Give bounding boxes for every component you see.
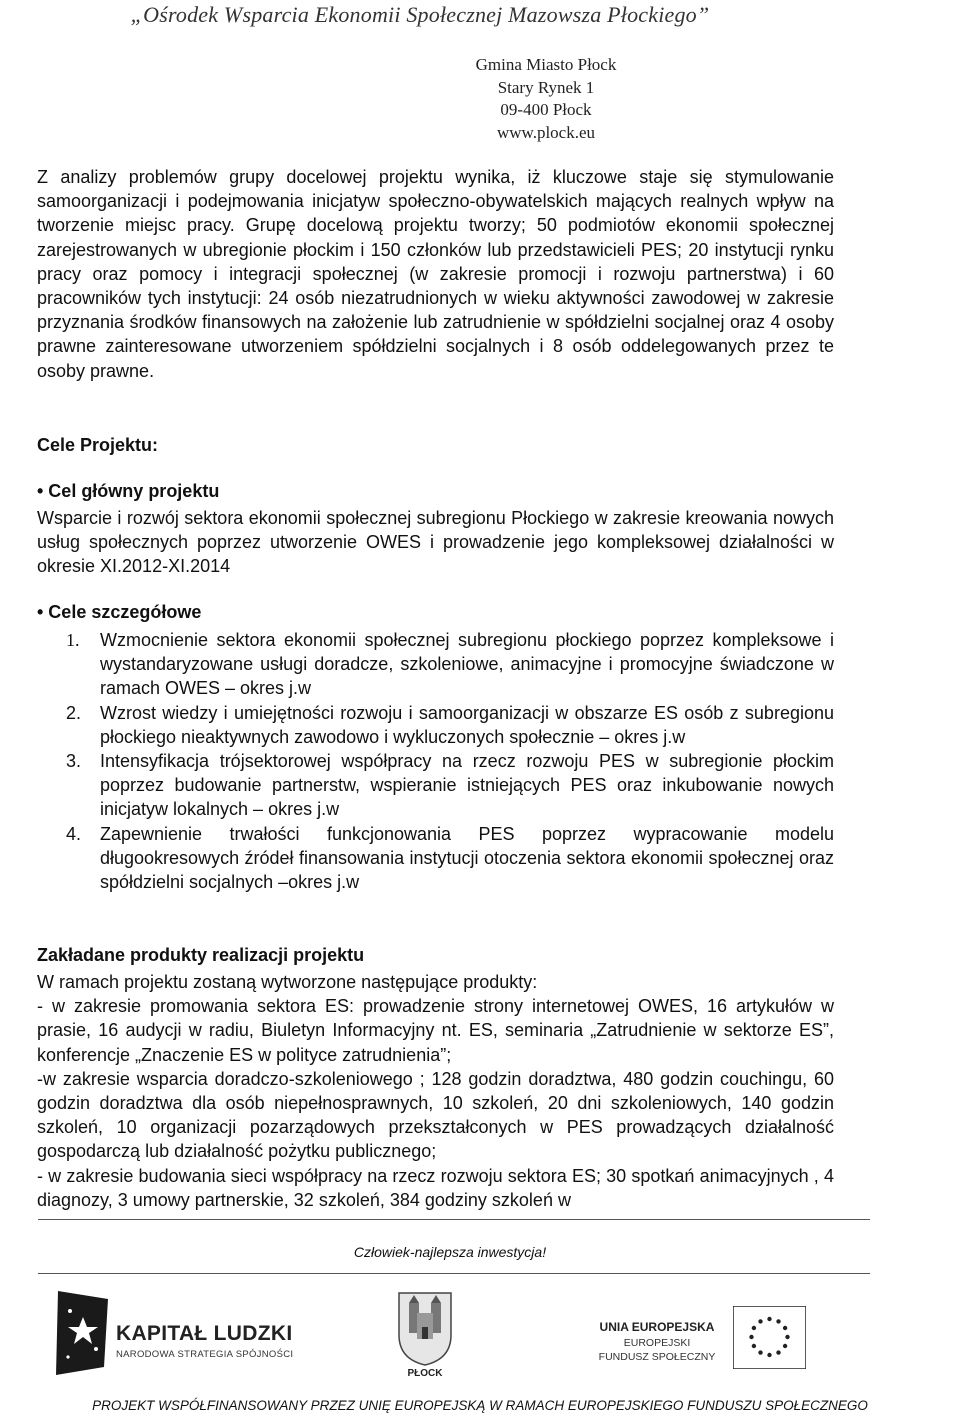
cofinancing-footer: PROJEKT WSPÓŁFINANSOWANY PRZEZ UNIĘ EUROPEJSKĄ W RAMACH EUROPEJSKIEGO FUNDUSZU SPOŁECZNEGO [92,1398,868,1413]
list-item-number: 3. [66,751,82,772]
list-item [37,822,834,895]
list-item-number: 4. [66,823,82,844]
esf-line-1: EUROPEJSKI [623,1337,691,1349]
list-item-text: Wzmocnienie sektora ekonomii społecznej subregionu płockiego poprzez kompleksowe i wystandaryzowane usługi doradcze, szkoleniowe, animacyjne i promocyjne świadczone w ramach OWES – okres j.w [100,630,834,699]
document-header-title: „Ośrodek Wsparcia Ekonomii Społecznej Mazowsza Płockiego” [130,2,710,27]
products-intro: W ramach projektu zostaną wytworzone następujące produkty: [37,972,538,992]
eu-esf-logo [575,1296,815,1381]
address-line-website: www.plock.eu [496,122,596,142]
plock-label: PŁOCK [407,1368,443,1379]
eu-name: UNIA EUROPEJSKA [599,1320,715,1334]
list-item [37,628,834,701]
list-item-text: Intensyfikacja trójsektorowej współpracy na rzecz rozwoju PES w subregionie płockim poprzez budowanie partnerstw, wspieranie istniejących PES oraz inkubowanie nowych inicjatyw lokalnych – okres j.w [100,751,834,820]
eu-flag-icon [733,1306,806,1369]
address-line-office: Gmina Miasto Płock [475,55,617,74]
list-item-number: 1. [66,630,80,650]
list-item [37,701,834,749]
address-block [420,54,672,144]
products-section [37,970,834,1212]
plock-crest-logo [395,1289,457,1389]
main-goal-text: Wsparcie i rozwój sektora ekonomii społecznej subregionu Płockiego w zakresie kreowania nowych usług społecznych poprzez utworzenie OWES i prowadzenie jego kompleksowej działalności w okresie XI.2012-XI.2014 [37,508,834,577]
goals-heading: Cele Projektu: [37,435,159,455]
list-item-text: Zapewnienie trwałości funkcjonowania PES poprzez wypracowanie modelu długookresowych źródeł finansowania instytucji otoczenia sektora ekonomii społecznej oraz spółdzielni socjalnych –okres j.w [100,823,834,893]
esf-line-2: FUNDUSZ SPOŁECZNY [598,1351,716,1363]
specific-goals-list [37,628,834,894]
products-promotion: - w zakresie promowania sektora ES: prowadzenie strony internetowej OWES, 16 artykułów w prasie, 16 audycji w radiu, Biuletyn Informacyjny nt. ES, seminaria „Zatrudnienie w sektorze ES”, konferencje „Znaczenie ES w polityce zatrudnienia”; [37,996,834,1065]
address-line-street: Stary Rynek 1 [497,77,595,97]
kapital-ludzki-logo [50,1289,294,1384]
products-heading: Zakładane produkty realizacji projektu [37,945,365,965]
footer-divider-top [38,1219,870,1220]
address-line-city: 09-400 Płock [500,100,592,119]
kapital-ludzki-star-icon [50,1289,112,1377]
main-goal-heading: • Cel główny projektu [37,481,220,501]
footer-divider-bottom [38,1273,870,1274]
kapital-ludzki-name: KAPITAŁ LUDZKI [116,1322,293,1345]
list-item-number: 2. [66,702,82,723]
specific-goals-heading: • Cele szczegółowe [37,602,202,622]
kapital-ludzki-subtitle: NARODOWA STRATEGIA SPÓJNOŚCI [116,1349,294,1360]
motto-text: Człowiek-najlepsza inwestycja! [353,1244,547,1260]
intro-paragraph: Z analizy problemów grupy docelowej projektu wynika, iż kluczowe staje się stymulowanie samoorganizacji i podejmowania inicjatyw społeczno-obywatelskich mających realnych wpływ na tworzenie miejsc pracy. Grupę docelową projektu tworzy; 50 podmiotów ekonomii społecznej zarejestrowanych w ubregionie płockim i 150 członków lub przedstawicieli PES; 20 instytucji rynku pracy oraz pomocy i integracji społecznej (w zakresie promocji i rozwoju partnerstwa) i 60 pracowników tych instytucji: 24 osób niezatrudnionych w wieku aktywności zawodowej w zakresie przyznania środków finansowych na założenie lub zatrudnienie w spółdzielni socjalnej oraz 4 osoby prawne zainteresowane utworzeniem spółdzielni socjalnych i 8 osób oddelegowanych przez te osoby prawne. [37,167,834,381]
products-training: -w zakresie wsparcia doradczo-szkoleniowego ; 128 godzin doradztwa, 480 godzin couchingu, 60 godzin doradztwa dla osób niepełnosprawnych, 10 szkoleń, 20 dni szkoleniowych, 140 godzin szkoleń, 10 organizacji pozarządowych przekształconych w PES prowadzących działalność gospodarczą lub działalność pożytku publicznego; [37,1068,834,1162]
list-item-text: Wzrost wiedzy i umiejętności rozwoju i samoorganizacji w obszarze ES osób z subregionu płockiego nieaktywnych zawodowo i wykluczonych społecznie – okres j.w [100,702,834,747]
plock-crest-icon [395,1289,455,1367]
products-network: - w zakresie budowania sieci współpracy na rzecz rozwoju sektora ES; 30 spotkań animacyjnych , 4 diagnozy, 3 umowy partnerskie, 32 szkoleń, 384 godziny szkoleń w [37,1165,834,1210]
list-item [37,749,834,822]
